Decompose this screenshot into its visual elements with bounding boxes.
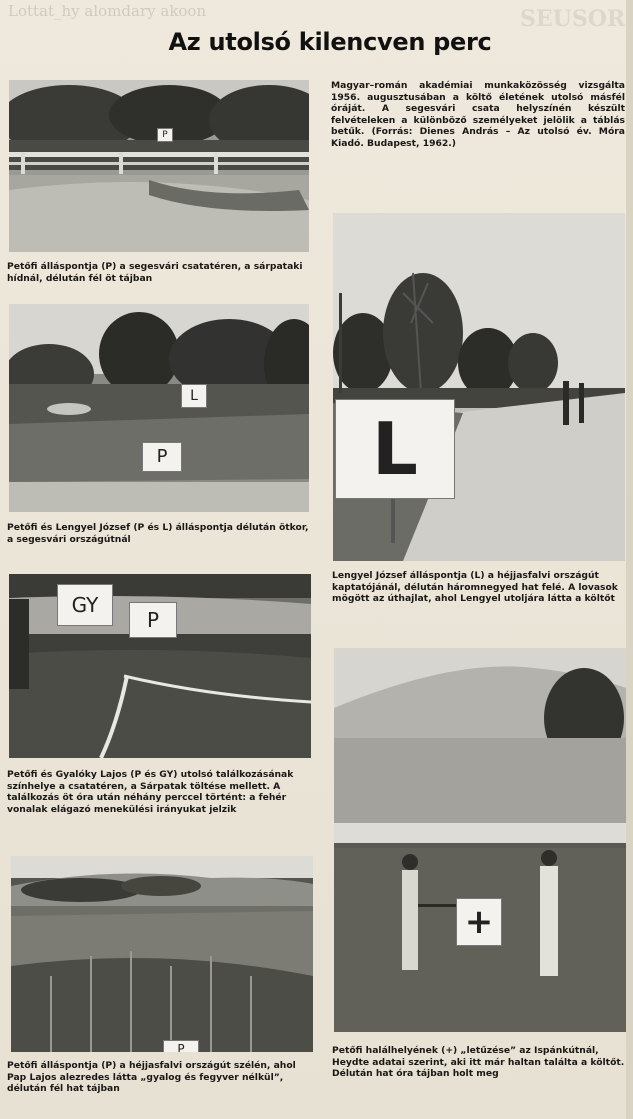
intro-text: Magyar–román akadémiai munkaközösség vizsgálta 1956. augusztusában a költő életének utolsó másfél óráját. A segesvári csata helyszínén készült felvételeken a különböző személyeket jelölik a táblás betűk. (Forrás: Dienes András – Az utolsó év. Móra Kiadó. Budapest, 1962.) xyxy=(331,80,625,149)
sign-p: P xyxy=(157,128,173,142)
bleed-right-text: SEUSOR xyxy=(520,6,626,30)
sign-l: L xyxy=(181,384,207,408)
photo-ispankut-death-site xyxy=(334,648,626,1032)
photo-hejjasfalva-road xyxy=(11,856,313,1052)
photo-hejjasfalva-ascent xyxy=(333,213,625,561)
caption-photo-4: Petőfi álláspontja (P) a héjjasfalvi országút szélén, ahol Pap Lajos alezredes látta „gyalog és fegyver nélkül”, délután fél hat tájban xyxy=(7,1060,296,1094)
photo-segesvar-road xyxy=(9,304,309,512)
page-edge-shadow xyxy=(626,0,633,1119)
sign-p: P xyxy=(163,1040,199,1052)
page-title: Az utolsó kilencven perc xyxy=(168,28,492,56)
bleed-through-text xyxy=(0,0,633,30)
caption-photo-1: Petőfi álláspontja (P) a segesvári csatatéren, a sárpataki hídnál, délután fél öt tájban xyxy=(7,261,303,284)
sign-l: L xyxy=(335,399,455,499)
caption-photo-2: Petőfi és Lengyel József (P és L) álláspontja délután ötkor, a segesvári országútnál xyxy=(7,522,309,545)
sign-p: P xyxy=(129,602,177,638)
bleed-left-text: Lottat_hy alomdary akoon xyxy=(8,2,207,20)
sign-p: P xyxy=(142,442,182,472)
photo-sarpatak-embankment xyxy=(9,574,311,758)
caption-photo-5: Lengyel József álláspontja (L) a héjjasfalvi országút kaptatójánál, délután háromnegyed hat felé. A lovasok mögött az úthajlat, ahol Lengyel utoljára látta a költőt xyxy=(332,570,618,604)
photo-sarpatak-bridge xyxy=(9,80,309,252)
sign-gy: GY xyxy=(57,584,113,626)
caption-photo-6: Petőfi halálhelyének (+) „letűzése” az Ispánkútnál, Heydte adatai szerint, aki itt már haltan találta a költőt. Délután hat óra tájban holt meg xyxy=(332,1045,625,1079)
caption-photo-3: Petőfi és Gyalóky Lajos (P és GY) utolsó találkozásának színhelye a csatatéren, a Sárpatak töltése mellett. A találkozás öt óra után néhány perccel történt: a fehér vonalak elágazó menekülési irányukat jelzik xyxy=(7,769,294,815)
sign-cross: + xyxy=(456,898,502,946)
